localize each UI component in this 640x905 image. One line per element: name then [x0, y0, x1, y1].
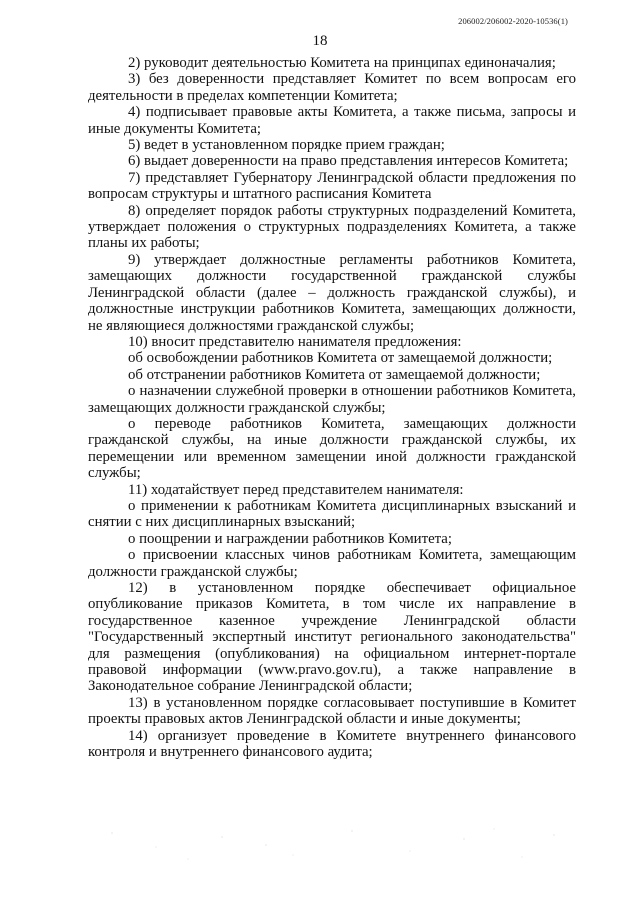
paragraph-11: 11) ходатайствует перед представителем нанимателя: [128, 481, 464, 498]
paragraph-10: 10) вносит представителю нанимателя предложения: [128, 333, 462, 350]
paragraph-11-item-discipline: о применении к работникам Комитета дисциплинарных взысканий и снятии с них дисциплинарных взысканий; [88, 497, 576, 531]
document-id: 206002/206002-2020-10536(1) [458, 16, 568, 26]
scan-noise-decoration [92, 825, 572, 865]
paragraph-11-item-awards: о поощрении и награждении работников Комитета; [128, 530, 452, 547]
paragraph-9: 9) утверждает должностные регламенты работников Комитета, замещающих должности государственной гражданской службы Ленинградской области (далее – должность гражданской службы), и должностные инструкции работников Комитета, замещающих должности, не являющиеся должностями гражданской службы; [88, 251, 576, 334]
paragraph-10-item-release: об освобождении работников Комитета от замещаемой должности; [128, 350, 553, 367]
paragraph-3: 3) без доверенности представляет Комитет по всем вопросам его деятельности в пределах компетенции Комитета; [88, 71, 576, 104]
paragraph-5: 5) ведет в установленном порядке прием граждан; [128, 137, 445, 154]
paragraph-7: 7) представляет Губернатору Ленинградской области предложения по вопросам структуры и штатного расписания Комитета [88, 169, 576, 203]
paragraph-10-item-suspend: об отстранении работников Комитета от замещаемой должности; [128, 366, 541, 383]
paragraph-4: 4) подписывает правовые акты Комитета, а также письма, запросы и иные документы Комитета; [88, 104, 576, 137]
paragraph-8: 8) определяет порядок работы структурных подразделений Комитета, утверждает положения о структурных подразделениях Комитета, а также планы их работы; [88, 202, 576, 252]
paragraph-6: 6) выдает доверенности на право представления интересов Комитета; [128, 153, 569, 170]
paragraph-14: 14) организует проведение в Комитете внутреннего финансового контроля и внутреннего финансового аудита; [88, 727, 576, 761]
paragraph-11-item-ranks: о присвоении классных чинов работникам Комитета, замещающим должности гражданской службы; [88, 547, 576, 580]
paragraph-12: 12) в установленном порядке обеспечивает официальное опубликование приказов Комитета, в том числе их направление в государственное казенное учреждение Ленинградской области "Государственный экспертный институт регионального законодательства" для размещения (опубликования) на официальном интернет-портале правовой информации (www.pravo.gov.ru), а также направление в Законодательное собрание Ленинградской области; [88, 580, 576, 695]
paragraph-13: 13) в установленном порядке согласовывает поступившие в Комитет проекты правовых актов Ленинградской области и иные документы; [88, 694, 576, 728]
paragraph-2: 2) руководит деятельностью Комитета на принципах единоначалия; [128, 55, 556, 71]
paragraph-10-item-transfer: о переводе работников Комитета, замещающих должности гражданской службы, на иные должности гражданской службы, их перемещении или временном замещении иной должности гражданской службы; [88, 415, 576, 482]
document-body [88, 55, 576, 760]
page-number: 18 [312, 33, 328, 49]
paragraph-10-item-inspection: о назначении служебной проверки в отношении работников Комитета, замещающих должности гражданской службы; [88, 383, 576, 416]
